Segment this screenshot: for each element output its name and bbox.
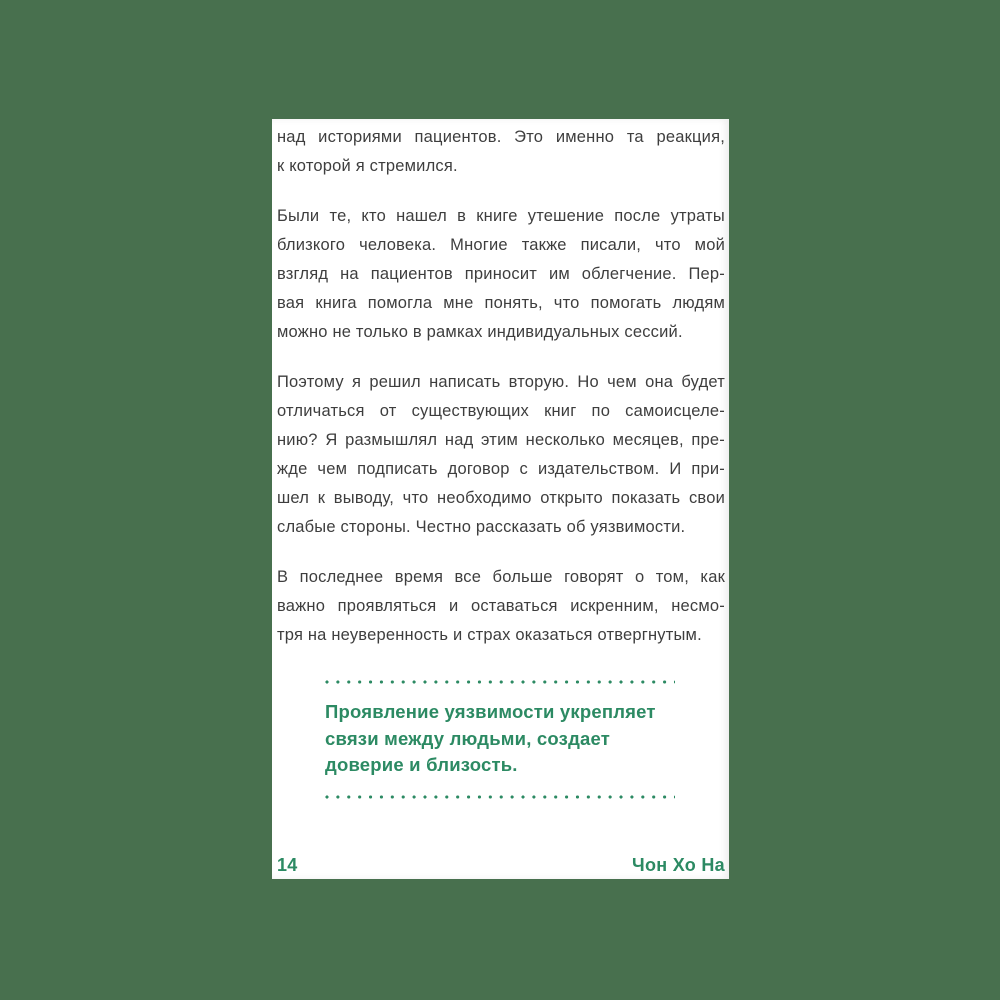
text-line: В последнее время все больше говорят о том, как [277,568,725,586]
paragraph [277,202,725,347]
text-line: близкого человека. Многие также писали, что мой [277,236,725,254]
dotted-divider-top [325,680,675,684]
text-line: тря на неуверенность и страх оказаться отвергнутым. [277,626,702,644]
text-line: к которой я стремился. [277,157,458,175]
text-line: жде чем подписать договор с издательством. И при- [277,460,725,478]
text-line: над историями пациентов. Это именно та реакция, [277,128,725,146]
text-line: Поэтому я решил написать вторую. Но чем она будет [277,373,725,391]
dotted-divider-bottom [325,795,675,799]
text-line: взгляд на пациентов приносит им облегчение. Пер- [277,265,725,283]
text-line: вая книга помогла мне понять, что помогать людям [277,294,725,312]
quote-line: доверие и близость. [325,754,518,775]
page-number: 14 [277,855,298,875]
text-line: важно проявляться и оставаться искренним, несмо- [277,597,725,615]
text-line: нию? Я размышлял над этим несколько месяцев, пре- [277,431,725,449]
page-footer [277,854,725,876]
text-line: слабые стороны. Честно рассказать об уязвимости. [277,518,686,536]
text-line: Были те, кто нашел в книге утешение после утраты [277,207,725,225]
paragraph [277,123,725,181]
quote-text [325,699,675,779]
author-name: Чон Хо На [632,855,725,875]
paragraph [277,563,725,650]
quote-block [325,680,675,799]
book-page [272,119,729,879]
text-line: шел к выводу, что необходимо открыто показать свои [277,489,725,507]
quote-line: Проявление уязвимости укрепляет [325,701,656,722]
quote-line: связи между людьми, создает [325,727,611,749]
text-line: отличаться от существующих книг по самоисцеле- [277,402,725,420]
paragraph [277,368,725,542]
page-body-text [277,123,725,650]
text-line: можно не только в рамках индивидуальных сессий. [277,323,683,341]
